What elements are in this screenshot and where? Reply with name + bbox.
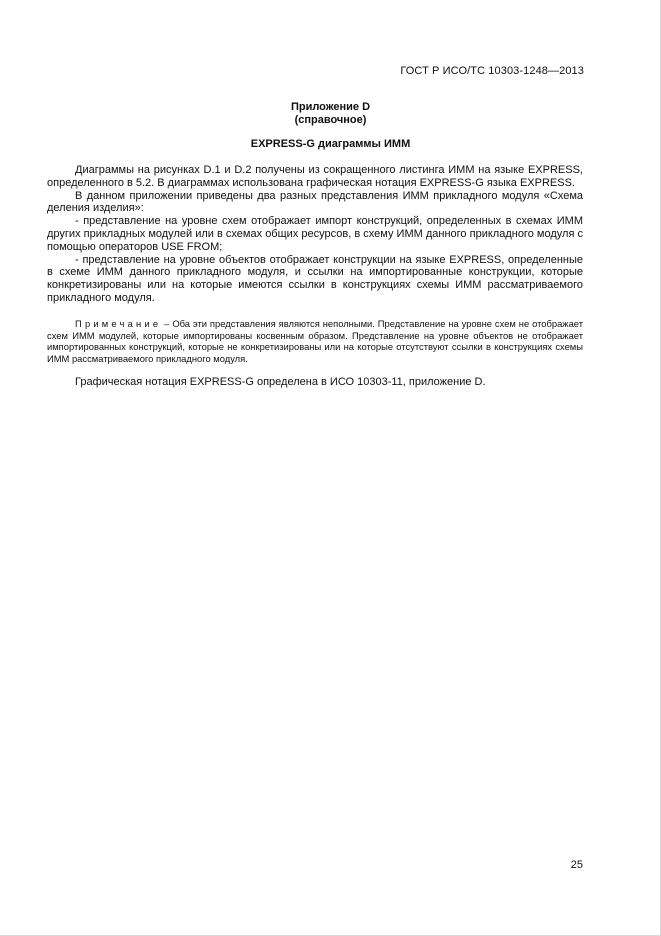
note-dash: – — [161, 318, 173, 329]
final-paragraph: Графическая нотация EXPRESS-G определена в ИСО 10303-11, приложение D. — [75, 376, 486, 388]
note-label: Примечание — [75, 318, 162, 329]
appendix-title: Приложение D — [290, 101, 371, 113]
document-code: ГОСТ Р ИСО/ТС 10303-1248—2013 — [400, 65, 584, 77]
note-text: Оба эти представления являются неполными. Представление на уровне схем не отображает схем ИММ модулей, которые импортированы косвенным образом. Представление на уровне объектов не отображает импортированных конструкций, которые не конкретизированы или на которые отсутствуют ссылки в конструкциях схемы ИММ рассматриваемого прикладного модуля. — [47, 318, 583, 364]
section-title: EXPRESS-G диаграммы ИММ — [250, 138, 411, 150]
paragraph: В данном приложении приведены два разных представления ИММ прикладного модуля «Схема деления изделия»: — [47, 189, 583, 215]
appendix-subtitle: (справочное) — [294, 114, 367, 126]
paragraph: Диаграммы на рисунках D.1 и D.2 получены из сокращенного листинга ИММ на языке EXPRESS, определенного в 5.2. В диаграммах использована графическая нотация EXPRESS-G языка EXPRESS. — [47, 164, 583, 189]
body-text — [47, 164, 583, 305]
note — [47, 318, 583, 364]
appendix-heading — [0, 101, 661, 127]
list-item: - представление на уровне схем отображает импорт конструкций, определенных в схемах ИММ других прикладных модулей или в схемах общих ресурсов, в схему ИММ данного прикладного модуля с помощью операторов USE FROM; — [47, 215, 583, 253]
page-number: 25 — [570, 859, 583, 871]
list-item: - представление на уровне объектов отображает конструкции на языке EXPRESS, определенные в схеме ИММ данного прикладного модуля, и ссылки на импортированные конструкции, которые конкретизированы или на которые имеются ссылки в конструкциях схемы ИММ рассматриваемого прикладного модуля. — [47, 253, 583, 304]
